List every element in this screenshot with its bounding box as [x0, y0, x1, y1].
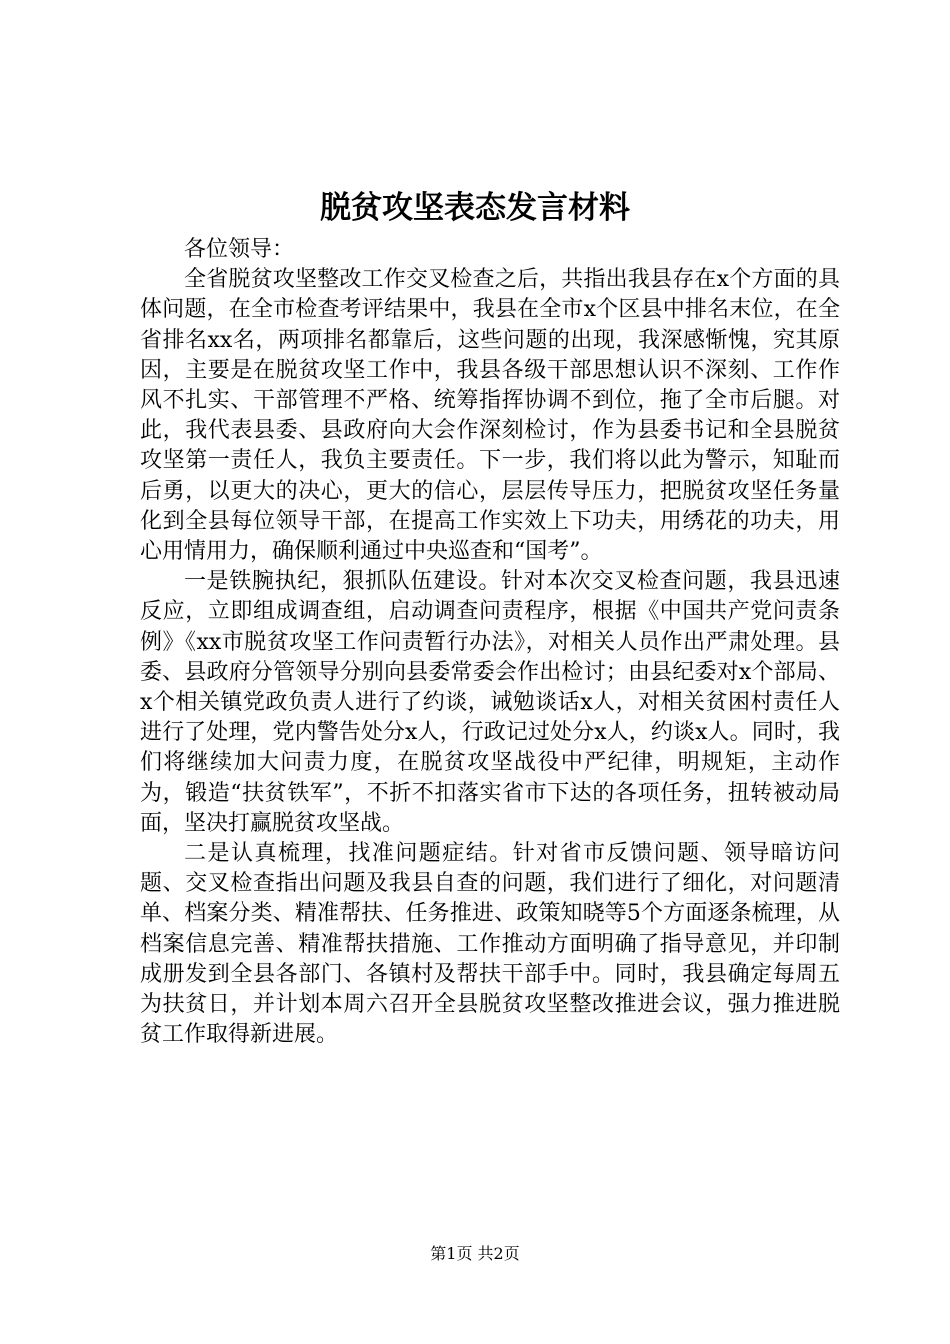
document-body — [140, 235, 840, 1050]
paragraph-point-two: 二是认真梳理，找准问题症结。针对省市反馈问题、领导暗访问题、交叉检查指出问题及我县自查的问题，我们进行了细化，对问题清单、档案分类、精准帮扶、任务推进、政策知晓等5个方面逐条梳理，从档案信息完善、精准帮扶措施、工作推动方面明确了指导意见，并印制成册发到全县各部门、各镇村及帮扶干部手中。同时，我县确定每周五为扶贫日，并计划本周六召开全县脱贫攻坚整改推进会议，强力推进脱贫工作取得新进展。 — [140, 841, 840, 1048]
document-title: 脱贫攻坚表态发言材料 — [320, 190, 630, 226]
page-number-footer: 第1页 共2页 — [430, 1244, 520, 1263]
paragraph-intro: 全省脱贫攻坚整改工作交叉检查之后，共指出我县存在x个方面的具体问题，在全市检查考评结果中，我县在全市x个区县中排名末位，在全省排名xx名，两项排名都靠后，这些问题的出现，我深感惭愧，究其原因，主要是在脱贫攻坚工作中，我县各级干部思想认识不深刻、工作作风不扎实、干部管理不严格、统筹指挥协调不到位，拖了全市后腿。对此，我代表县委、县政府向大会作深刻检讨，作为县委书记和全县脱贫攻坚第一责任人，我负主要责任。下一步，我们将以此为警示，知耻而后勇，以更大的决心，更大的信心，层层传导压力，把脱贫攻坚任务量化到全县每位领导干部，在提高工作实效上下功夫，用绣花的功夫，用心用情用力，确保顺利通过中央巡查和“国考”。 — [140, 267, 840, 565]
salutation: 各位领导： — [184, 237, 295, 262]
paragraph-point-one: 一是铁腕执纪，狠抓队伍建设。针对本次交叉检查问题，我县迅速反应，立即组成调查组，启动调查问责程序，根据《中国共产党问责条例》《xx市脱贫攻坚工作问责暂行办法》，对相关人员作出严肃处理。县委、县政府分管领导分别向县委常委会作出检讨；由县纪委对x个部局、x个相关镇党政负责人进行了约谈，诫勉谈话x人，对相关贫困村责任人进行了处理，党内警告处分x人，行政记过处分x人，约谈x人。同时，我们将继续加大问责力度，在脱贫攻坚战役中严纪律，明规矩，主动作为，锻造“扶贫铁军”，不折不扣落实省市下达的各项任务，扭转被动局面，坚决打赢脱贫攻坚战。 — [140, 569, 840, 836]
